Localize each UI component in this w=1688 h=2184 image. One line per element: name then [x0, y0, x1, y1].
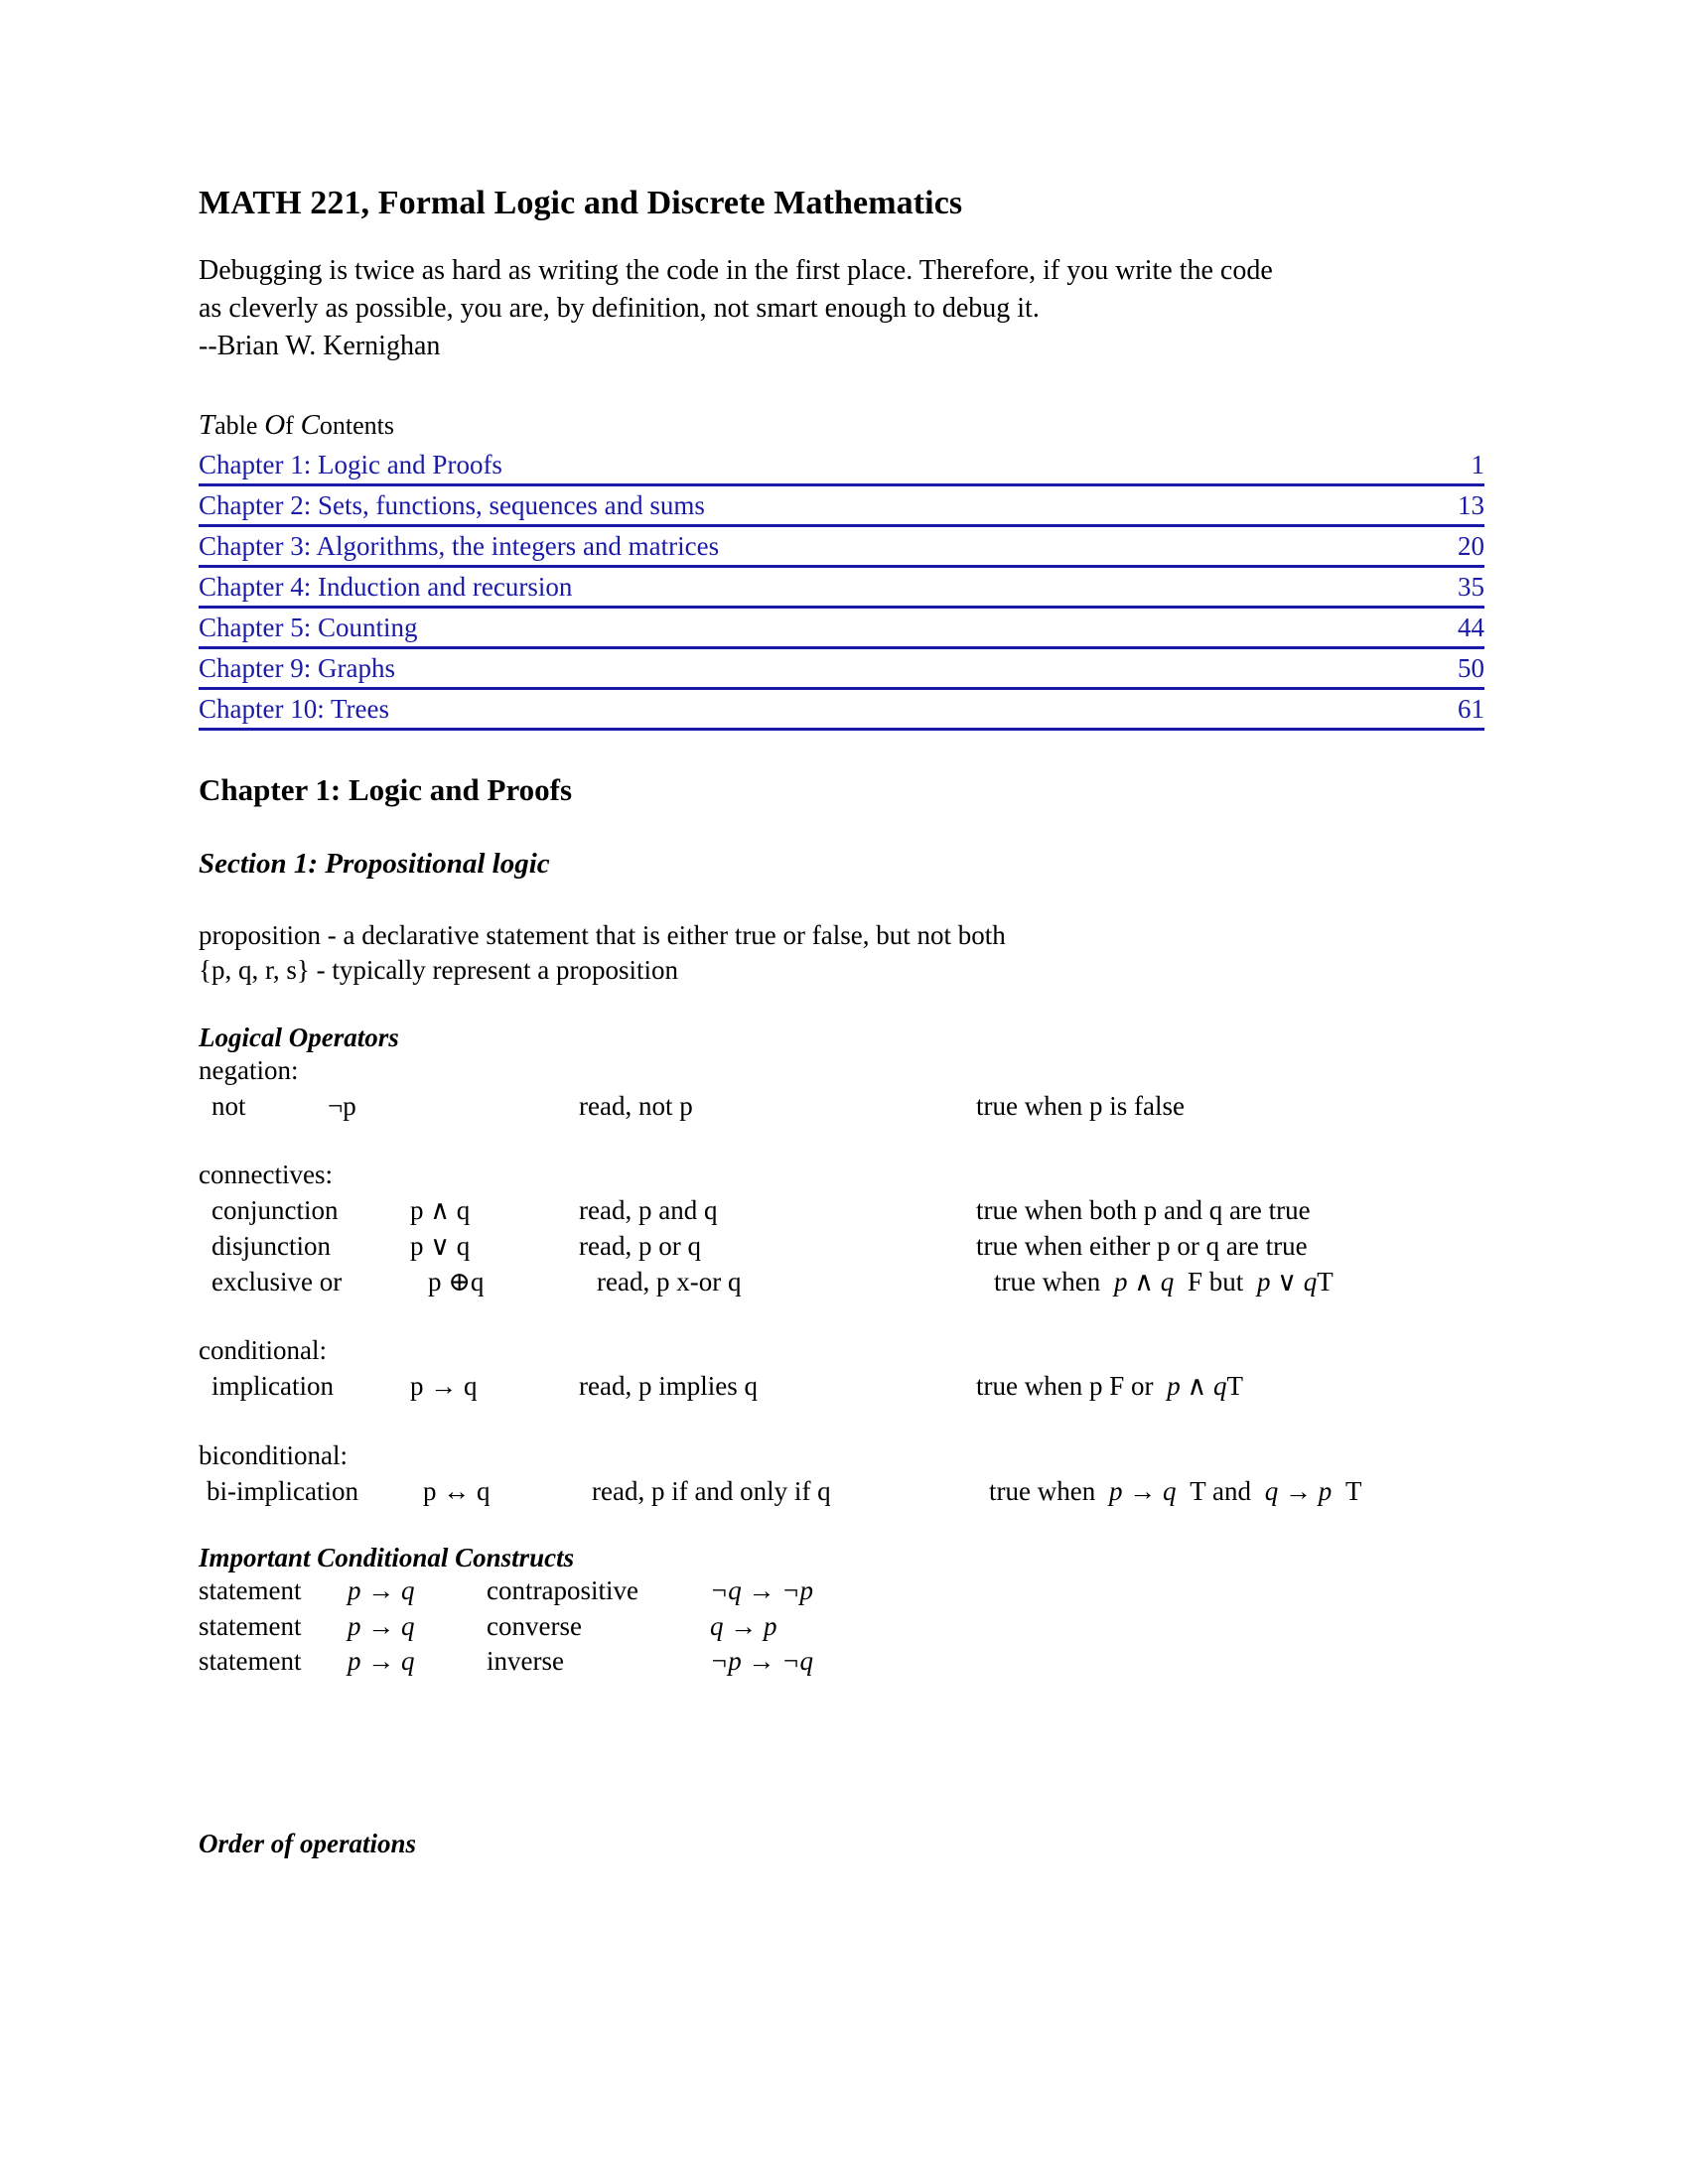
order-of-operations-heading: Order of operations: [199, 1828, 417, 1858]
toc-page-number: 35: [1458, 572, 1484, 603]
toc-label: Chapter 5: Counting: [199, 613, 418, 643]
operator-symbol: p ∧ q: [410, 1194, 471, 1225]
definition-proposition: proposition - a declarative statement that is either true or false, but not both: [199, 920, 1006, 951]
operator-truth-condition: [989, 1473, 1484, 1509]
construct-result: ¬q → ¬p: [710, 1574, 813, 1605]
truth-prefix: true when: [994, 1267, 1101, 1297]
operator-symbol: p ∨ q: [410, 1231, 471, 1262]
toc-label: Chapter 3: Algorithms, the integers and matrices: [199, 531, 720, 562]
construct-statement-label: statement: [199, 1646, 302, 1677]
truth-expression-1: p ∧ q: [1167, 1371, 1227, 1402]
operator-row-bi-implication: [199, 1473, 1484, 1509]
operator-name: not: [211, 1090, 246, 1121]
construct-statement-label: statement: [199, 1574, 302, 1605]
operator-symbol: ¬p: [328, 1090, 356, 1121]
toc-page-number: 50: [1458, 653, 1484, 684]
construct-expression: p → q: [348, 1646, 415, 1677]
definition-variables: {p, q, r, s} - typically represent a proposition: [199, 955, 678, 986]
truth-suffix: T: [1226, 1371, 1243, 1402]
toc-link-chapter-10[interactable]: [199, 692, 1484, 731]
construct-kind: converse: [487, 1610, 582, 1641]
toc-link-chapter-5[interactable]: [199, 611, 1484, 649]
construct-kind: inverse: [487, 1646, 564, 1677]
operator-row-disjunction: [199, 1228, 1484, 1264]
operator-symbol: p → q: [410, 1371, 478, 1402]
toc-page-number: 13: [1458, 490, 1484, 521]
operator-truth-condition: [976, 1368, 1484, 1404]
conditional-group-label: conditional:: [199, 1335, 327, 1366]
toc-page-number: 1: [1471, 450, 1484, 480]
epigraph-line-2: as cleverly as possible, you are, by definition, not smart enough to debug it.: [199, 293, 1040, 325]
construct-kind: contrapositive: [487, 1574, 638, 1605]
operator-row-conjunction: [199, 1192, 1484, 1228]
operator-row-negation: [199, 1088, 1484, 1124]
epigraph-block: [199, 252, 1484, 365]
operator-reading: read, p or q: [579, 1231, 701, 1262]
table-of-contents: [199, 409, 1484, 731]
toc-page-number: 61: [1458, 694, 1484, 725]
operator-name: implication: [211, 1371, 334, 1402]
operator-truth-condition: [994, 1264, 1484, 1299]
operator-name: conjunction: [211, 1194, 339, 1225]
construct-row-converse: [199, 1609, 1484, 1645]
operator-truth-condition: true when p is false: [976, 1090, 1185, 1121]
construct-statement-label: statement: [199, 1610, 302, 1641]
toc-heading-cap-1: T: [199, 409, 215, 442]
construct-row-contrapositive: [199, 1573, 1484, 1609]
truth-suffix: T: [1344, 1475, 1362, 1506]
toc-label: Chapter 9: Graphs: [199, 653, 395, 684]
truth-prefix: true when p F or: [976, 1371, 1154, 1402]
toc-heading-low-2: f: [285, 411, 294, 441]
toc-heading-cap-3: C: [300, 409, 320, 442]
chapter-heading: Chapter 1: Logic and Proofs: [199, 772, 573, 808]
toc-link-chapter-4[interactable]: [199, 570, 1484, 609]
operator-symbol: p ↔ q: [423, 1475, 491, 1506]
operator-symbol: p ⊕q: [428, 1267, 485, 1297]
toc-label: Chapter 4: Induction and recursion: [199, 572, 573, 603]
toc-label: Chapter 2: Sets, functions, sequences and sums: [199, 490, 705, 521]
toc-label: Chapter 10: Trees: [199, 694, 389, 725]
toc-page-number: 44: [1458, 613, 1484, 643]
toc-heading-low-1: able: [214, 411, 258, 441]
construct-expression: p → q: [348, 1574, 415, 1605]
operator-reading: read, p x-or q: [597, 1267, 742, 1297]
truth-suffix: T: [1317, 1267, 1334, 1297]
operator-reading: read, not p: [579, 1090, 693, 1121]
construct-expression: p → q: [348, 1610, 415, 1641]
construct-row-inverse: [199, 1644, 1484, 1680]
operator-truth-condition: true when either p or q are true: [976, 1231, 1308, 1262]
operator-reading: read, p if and only if q: [592, 1475, 831, 1506]
negation-group-label: negation:: [199, 1054, 299, 1085]
toc-link-chapter-1[interactable]: [199, 448, 1484, 486]
toc-link-chapter-2[interactable]: [199, 488, 1484, 527]
toc-label: Chapter 1: Logic and Proofs: [199, 450, 502, 480]
toc-heading-cap-2: O: [264, 409, 286, 442]
toc-link-chapter-9[interactable]: [199, 651, 1484, 690]
operator-truth-condition: true when both p and q are true: [976, 1194, 1311, 1225]
construct-result: ¬p → ¬q: [710, 1646, 813, 1677]
definitions-block: [199, 918, 1484, 988]
operator-name: exclusive or: [211, 1267, 343, 1297]
operator-name: disjunction: [211, 1231, 331, 1262]
truth-expression-1: p → q: [1108, 1475, 1177, 1506]
truth-middle: T and: [1190, 1475, 1251, 1506]
truth-expression-1: p ∧ q: [1113, 1267, 1175, 1297]
epigraph-line-1: Debugging is twice as hard as writing the code in the first place. Therefore, if you write the code: [199, 255, 1273, 287]
truth-expression-2: q → p: [1264, 1475, 1333, 1506]
page-title: MATH 221, Formal Logic and Discrete Mathematics: [199, 185, 963, 221]
operator-reading: read, p implies q: [579, 1371, 758, 1402]
operator-row-implication: [199, 1368, 1484, 1404]
toc-page-number: 20: [1458, 531, 1484, 562]
biconditional-group-label: biconditional:: [199, 1439, 348, 1470]
truth-expression-2: p ∨ q: [1257, 1267, 1318, 1297]
logical-operators-heading: Logical Operators: [199, 1022, 399, 1052]
truth-prefix: true when: [989, 1475, 1096, 1506]
toc-heading: [199, 409, 1484, 442]
section-heading: Section 1: Propositional logic: [199, 848, 550, 881]
connectives-group-label: connectives:: [199, 1159, 333, 1189]
epigraph-attribution: --Brian W. Kernighan: [199, 331, 441, 362]
operator-name: bi-implication: [207, 1475, 358, 1506]
conditional-constructs-heading: Important Conditional Constructs: [199, 1542, 575, 1572]
toc-link-chapter-3[interactable]: [199, 529, 1484, 568]
construct-result: q → p: [710, 1610, 777, 1641]
truth-middle: F but: [1187, 1267, 1244, 1297]
operator-reading: read, p and q: [579, 1194, 718, 1225]
toc-heading-low-3: ontents: [319, 411, 395, 441]
operator-row-exclusive-or: [199, 1264, 1484, 1299]
